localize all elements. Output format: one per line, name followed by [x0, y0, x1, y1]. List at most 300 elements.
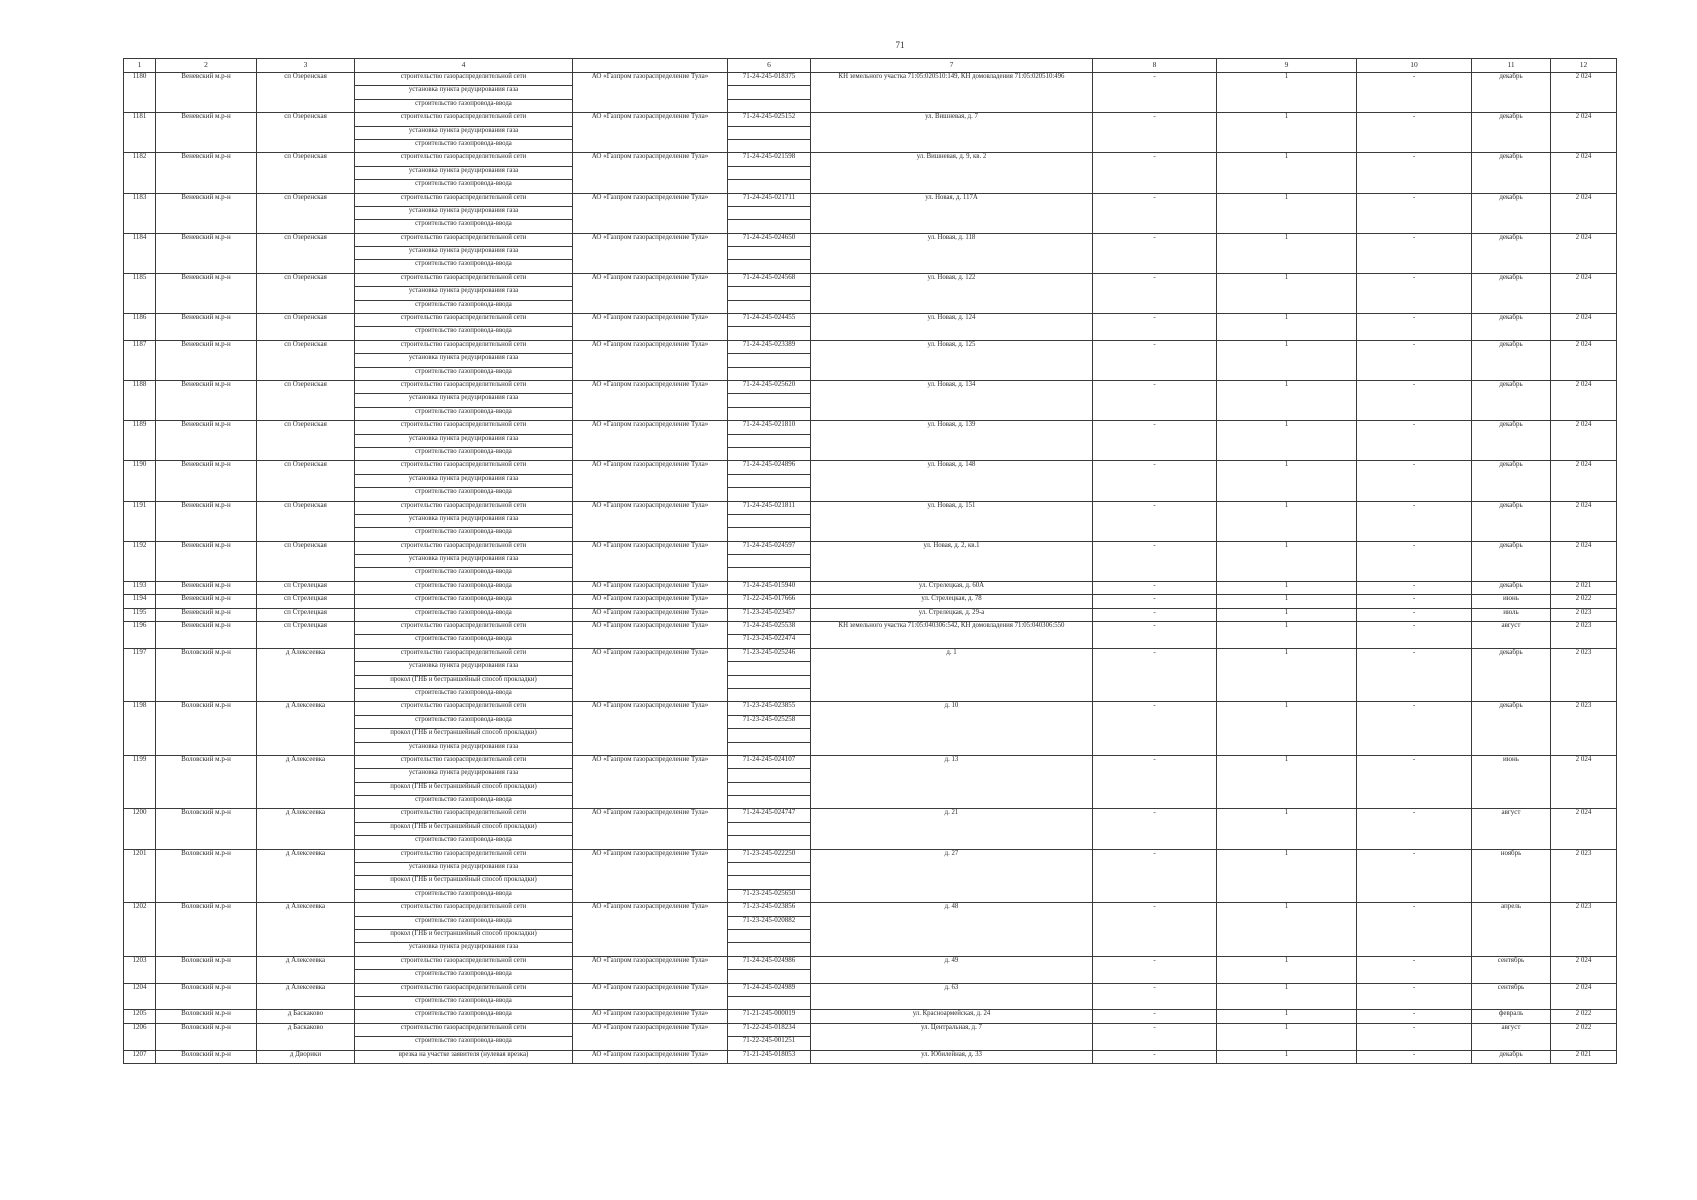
col9-cell: 1	[1217, 622, 1357, 649]
month-cell: декабрь	[1472, 340, 1551, 380]
col8-cell: -	[1093, 608, 1217, 621]
application-code-cell: 71-24-245-024896	[728, 461, 811, 474]
address-cell: д. 10	[811, 702, 1093, 756]
year-cell: 2 024	[1551, 314, 1617, 341]
table-row	[124, 755, 1617, 768]
settlement-cell: д Алексеевка	[257, 809, 355, 849]
application-code-cell: 71-21-245-000019	[728, 1010, 811, 1023]
address-cell: д. 48	[811, 903, 1093, 957]
work-type-cell: строительство газораспределительной сети	[355, 1023, 573, 1036]
settlement-cell: сп Озеренская	[257, 153, 355, 193]
year-cell: 2 024	[1551, 541, 1617, 581]
record-number: 1199	[124, 755, 156, 809]
application-code-cell: 71-23-245-020882	[728, 916, 811, 929]
record-number: 1200	[124, 809, 156, 849]
organization-cell: АО «Газпром газораспределение Тула»	[573, 340, 728, 380]
district-cell: Веневский м.р-н	[156, 340, 257, 380]
application-code-cell	[728, 206, 811, 219]
address-cell: ул. Новая, д. 118	[811, 233, 1093, 273]
col-header: 12	[1551, 59, 1617, 73]
work-type-cell: строительство газораспределительной сети	[355, 153, 573, 166]
work-type-cell: строительство газопровода-ввода	[355, 488, 573, 501]
district-cell: Веневский м.р-н	[156, 273, 257, 313]
settlement-cell: сп Стрелецкая	[257, 595, 355, 608]
col9-cell: 1	[1217, 380, 1357, 420]
col10-cell: -	[1357, 113, 1472, 153]
work-type-cell: установка пункта редуцирования газа	[355, 863, 573, 876]
application-code-cell: 71-24-245-024455	[728, 314, 811, 327]
work-type-cell: строительство газопровода-ввода	[355, 220, 573, 233]
record-number: 1194	[124, 595, 156, 608]
work-type-cell: строительство газопровода-ввода	[355, 568, 573, 581]
col9-cell: 1	[1217, 233, 1357, 273]
address-cell: д. 13	[811, 755, 1093, 809]
year-cell: 2 024	[1551, 233, 1617, 273]
address-cell: ул. Новая, д. 139	[811, 421, 1093, 461]
col8-cell: -	[1093, 380, 1217, 420]
col10-cell: -	[1357, 153, 1472, 193]
application-code-cell: 71-21-245-018053	[728, 1050, 811, 1063]
application-code-cell	[728, 688, 811, 701]
district-cell: Веневский м.р-н	[156, 595, 257, 608]
organization-cell: АО «Газпром газораспределение Тула»	[573, 233, 728, 273]
header-row	[124, 59, 1617, 73]
col9-cell: 1	[1217, 809, 1357, 849]
work-type-cell: строительство газораспределительной сети	[355, 541, 573, 554]
district-cell: Воловский м.р-н	[156, 956, 257, 983]
organization-cell: АО «Газпром газораспределение Тула»	[573, 595, 728, 608]
application-code-cell	[728, 796, 811, 809]
col10-cell: -	[1357, 380, 1472, 420]
col-header: 2	[156, 59, 257, 73]
year-cell: 2 024	[1551, 461, 1617, 501]
application-code-cell	[728, 447, 811, 460]
work-type-cell: установка пункта редуцирования газа	[355, 206, 573, 219]
col10-cell: -	[1357, 1023, 1472, 1050]
work-type-cell: установка пункта редуцирования газа	[355, 742, 573, 755]
application-code-cell	[728, 568, 811, 581]
application-code-cell: 71-24-245-024597	[728, 541, 811, 554]
year-cell: 2 021	[1551, 581, 1617, 594]
month-cell: декабрь	[1472, 113, 1551, 153]
col-header: 8	[1093, 59, 1217, 73]
col9-cell: 1	[1217, 501, 1357, 541]
application-code-cell	[728, 555, 811, 568]
month-cell: декабрь	[1472, 73, 1551, 113]
work-type-cell: строительство газопровода-ввода	[355, 1010, 573, 1023]
col9-cell: 1	[1217, 273, 1357, 313]
year-cell: 2 023	[1551, 608, 1617, 621]
settlement-cell: сп Озеренская	[257, 421, 355, 461]
month-cell: июнь	[1472, 755, 1551, 809]
work-type-cell: установка пункта редуцирования газа	[355, 943, 573, 956]
year-cell: 2 024	[1551, 273, 1617, 313]
organization-cell: АО «Газпром газораспределение Тула»	[573, 1010, 728, 1023]
application-code-cell: 71-23-245-022250	[728, 849, 811, 862]
col10-cell: -	[1357, 1010, 1472, 1023]
month-cell: декабрь	[1472, 648, 1551, 702]
work-type-cell: строительство газопровода-ввода	[355, 407, 573, 420]
work-type-cell: строительство газораспределительной сети	[355, 193, 573, 206]
col9-cell: 1	[1217, 755, 1357, 809]
organization-cell: АО «Газпром газораспределение Тула»	[573, 648, 728, 702]
col9-cell: 1	[1217, 461, 1357, 501]
month-cell: декабрь	[1472, 380, 1551, 420]
record-number: 1193	[124, 581, 156, 594]
work-type-cell: строительство газопровода-ввода	[355, 180, 573, 193]
application-code-cell	[728, 260, 811, 273]
organization-cell: АО «Газпром газораспределение Тула»	[573, 113, 728, 153]
application-code-cell	[728, 394, 811, 407]
col8-cell: -	[1093, 1010, 1217, 1023]
address-cell: ул. Новая, д. 134	[811, 380, 1093, 420]
organization-cell: АО «Газпром газораспределение Тула»	[573, 1023, 728, 1050]
district-cell: Веневский м.р-н	[156, 233, 257, 273]
work-type-cell: строительство газопровода-ввода	[355, 996, 573, 1009]
year-cell: 2 024	[1551, 193, 1617, 233]
district-cell: Воловский м.р-н	[156, 903, 257, 957]
work-type-cell: строительство газораспределительной сети	[355, 113, 573, 126]
col8-cell: -	[1093, 541, 1217, 581]
settlement-cell: сп Озеренская	[257, 193, 355, 233]
col8-cell: -	[1093, 849, 1217, 903]
record-number: 1189	[124, 421, 156, 461]
col8-cell: -	[1093, 421, 1217, 461]
month-cell: ноябрь	[1472, 849, 1551, 903]
year-cell: 2 024	[1551, 73, 1617, 113]
work-type-cell: установка пункта редуцирования газа	[355, 662, 573, 675]
organization-cell: АО «Газпром газораспределение Тула»	[573, 956, 728, 983]
col8-cell: -	[1093, 73, 1217, 113]
table-row	[124, 273, 1617, 286]
work-type-cell: установка пункта редуцирования газа	[355, 86, 573, 99]
application-code-cell: 71-22-245-001251	[728, 1037, 811, 1050]
col9-cell: 1	[1217, 153, 1357, 193]
settlement-cell: д Алексеевка	[257, 983, 355, 1010]
year-cell: 2 023	[1551, 903, 1617, 957]
settlement-cell: д Алексеевка	[257, 903, 355, 957]
application-code-cell	[728, 729, 811, 742]
record-number: 1195	[124, 608, 156, 621]
col8-cell: -	[1093, 153, 1217, 193]
organization-cell: АО «Газпром газораспределение Тула»	[573, 983, 728, 1010]
application-code-cell	[728, 822, 811, 835]
work-type-cell: строительство газопровода-ввода	[355, 889, 573, 902]
year-cell: 2 022	[1551, 1010, 1617, 1023]
col10-cell: -	[1357, 193, 1472, 233]
record-number: 1192	[124, 541, 156, 581]
settlement-cell: сп Озеренская	[257, 273, 355, 313]
district-cell: Воловский м.р-н	[156, 849, 257, 903]
work-type-cell: строительство газораспределительной сети	[355, 314, 573, 327]
col10-cell: -	[1357, 809, 1472, 849]
table-row	[124, 608, 1617, 621]
application-code-cell: 71-24-245-021811	[728, 501, 811, 514]
address-cell: ул. Стрелецкая, д. 29-а	[811, 608, 1093, 621]
work-type-cell: прокол (ГНБ и бестраншейный способ прокладки)	[355, 729, 573, 742]
settlement-cell: сп Озеренская	[257, 73, 355, 113]
application-code-cell: 71-23-245-023856	[728, 903, 811, 916]
month-cell: декабрь	[1472, 702, 1551, 756]
col10-cell: -	[1357, 73, 1472, 113]
organization-cell: АО «Газпром газораспределение Тула»	[573, 903, 728, 957]
address-cell: ул. Вишневая, д. 9, кв. 2	[811, 153, 1093, 193]
month-cell: декабрь	[1472, 581, 1551, 594]
application-code-cell: 71-23-245-025650	[728, 889, 811, 902]
month-cell: декабрь	[1472, 314, 1551, 341]
col8-cell: -	[1093, 809, 1217, 849]
work-type-cell: строительство газопровода-ввода	[355, 608, 573, 621]
table-row	[124, 380, 1617, 393]
district-cell: Воловский м.р-н	[156, 755, 257, 809]
col9-cell: 1	[1217, 1050, 1357, 1063]
work-type-cell: строительство газопровода-ввода	[355, 1037, 573, 1050]
application-code-cell	[728, 166, 811, 179]
work-type-cell: установка пункта редуцирования газа	[355, 247, 573, 260]
year-cell: 2 024	[1551, 380, 1617, 420]
settlement-cell: сп Озеренская	[257, 233, 355, 273]
application-code-cell	[728, 675, 811, 688]
col10-cell: -	[1357, 595, 1472, 608]
district-cell: Веневский м.р-н	[156, 113, 257, 153]
work-type-cell: врезка на участке заявителя (нулевая врезка)	[355, 1050, 573, 1063]
district-cell: Веневский м.р-н	[156, 622, 257, 649]
address-cell: ул. Стрелецкая, д. 60А	[811, 581, 1093, 594]
organization-cell: АО «Газпром газораспределение Тула»	[573, 849, 728, 903]
application-code-cell	[728, 943, 811, 956]
district-cell: Веневский м.р-н	[156, 73, 257, 113]
application-code-cell: 71-23-245-025246	[728, 648, 811, 661]
col10-cell: -	[1357, 702, 1472, 756]
application-code-cell: 71-24-245-024989	[728, 983, 811, 996]
year-cell: 2 024	[1551, 755, 1617, 809]
settlement-cell: д Алексеевка	[257, 648, 355, 702]
organization-cell: АО «Газпром газораспределение Тула»	[573, 73, 728, 113]
application-code-cell	[728, 769, 811, 782]
table-row	[124, 595, 1617, 608]
col8-cell: -	[1093, 314, 1217, 341]
work-type-cell: прокол (ГНБ и бестраншейный способ прокладки)	[355, 876, 573, 889]
application-code-cell	[728, 327, 811, 340]
col9-cell: 1	[1217, 113, 1357, 153]
month-cell: декабрь	[1472, 501, 1551, 541]
work-type-cell: строительство газораспределительной сети	[355, 340, 573, 353]
record-number: 1203	[124, 956, 156, 983]
work-type-cell: строительство газораспределительной сети	[355, 501, 573, 514]
col9-cell: 1	[1217, 581, 1357, 594]
table-row	[124, 73, 1617, 86]
work-type-cell: установка пункта редуцирования газа	[355, 514, 573, 527]
work-type-cell: установка пункта редуцирования газа	[355, 166, 573, 179]
month-cell: декабрь	[1472, 153, 1551, 193]
application-code-cell	[728, 474, 811, 487]
application-code-cell: 71-22-245-017666	[728, 595, 811, 608]
work-type-cell: установка пункта редуцирования газа	[355, 555, 573, 568]
col8-cell: -	[1093, 113, 1217, 153]
record-number: 1196	[124, 622, 156, 649]
col10-cell: -	[1357, 1050, 1472, 1063]
month-cell: июль	[1472, 608, 1551, 621]
district-cell: Веневский м.р-н	[156, 193, 257, 233]
work-type-cell: строительство газопровода-ввода	[355, 916, 573, 929]
application-code-cell	[728, 836, 811, 849]
application-code-cell	[728, 970, 811, 983]
settlement-cell: сп Стрелецкая	[257, 622, 355, 649]
application-code-cell	[728, 514, 811, 527]
district-cell: Веневский м.р-н	[156, 461, 257, 501]
col8-cell: -	[1093, 702, 1217, 756]
address-cell: КН земельного участка 71:05:020510:149, КН домовладения 71:05:020510:496	[811, 73, 1093, 113]
col8-cell: -	[1093, 983, 1217, 1010]
district-cell: Воловский м.р-н	[156, 1010, 257, 1023]
district-cell: Веневский м.р-н	[156, 581, 257, 594]
col9-cell: 1	[1217, 73, 1357, 113]
application-code-cell: 71-24-245-025152	[728, 113, 811, 126]
organization-cell: АО «Газпром газораспределение Тула»	[573, 314, 728, 341]
work-type-cell: установка пункта редуцирования газа	[355, 769, 573, 782]
col8-cell: -	[1093, 755, 1217, 809]
district-cell: Веневский м.р-н	[156, 314, 257, 341]
work-type-cell: строительство газопровода-ввода	[355, 367, 573, 380]
record-number: 1186	[124, 314, 156, 341]
work-type-cell: установка пункта редуцирования газа	[355, 394, 573, 407]
application-code-cell: 71-24-245-015940	[728, 581, 811, 594]
col9-cell: 1	[1217, 983, 1357, 1010]
table-row	[124, 903, 1617, 916]
table-row	[124, 421, 1617, 434]
col-header: 11	[1472, 59, 1551, 73]
application-code-cell	[728, 742, 811, 755]
application-code-cell	[728, 930, 811, 943]
month-cell: август	[1472, 809, 1551, 849]
col9-cell: 1	[1217, 903, 1357, 957]
record-number: 1190	[124, 461, 156, 501]
table-row	[124, 461, 1617, 474]
page-number: 71	[895, 40, 905, 50]
col8-cell: -	[1093, 501, 1217, 541]
application-code-cell: 71-22-245-018234	[728, 1023, 811, 1036]
record-number: 1205	[124, 1010, 156, 1023]
record-number: 1188	[124, 380, 156, 420]
col8-cell: -	[1093, 595, 1217, 608]
work-type-cell: установка пункта редуцирования газа	[355, 474, 573, 487]
col8-cell: -	[1093, 648, 1217, 702]
application-code-cell	[728, 782, 811, 795]
work-type-cell: строительство газораспределительной сети	[355, 849, 573, 862]
settlement-cell: сп Озеренская	[257, 501, 355, 541]
month-cell: апрель	[1472, 903, 1551, 957]
col8-cell: -	[1093, 903, 1217, 957]
col10-cell: -	[1357, 622, 1472, 649]
table-row	[124, 541, 1617, 554]
district-cell: Воловский м.р-н	[156, 809, 257, 849]
work-type-cell: строительство газораспределительной сети	[355, 755, 573, 768]
organization-cell: АО «Газпром газораспределение Тула»	[573, 501, 728, 541]
table-row	[124, 501, 1617, 514]
district-cell: Веневский м.р-н	[156, 541, 257, 581]
record-number: 1198	[124, 702, 156, 756]
month-cell: декабрь	[1472, 421, 1551, 461]
application-code-cell: 71-23-245-023457	[728, 608, 811, 621]
col9-cell: 1	[1217, 541, 1357, 581]
district-cell: Воловский м.р-н	[156, 648, 257, 702]
year-cell: 2 024	[1551, 421, 1617, 461]
application-code-cell: 71-23-245-023855	[728, 702, 811, 715]
col9-cell: 1	[1217, 956, 1357, 983]
district-cell: Веневский м.р-н	[156, 501, 257, 541]
col10-cell: -	[1357, 461, 1472, 501]
work-type-cell: прокол (ГНБ и бестраншейный способ прокладки)	[355, 782, 573, 795]
col8-cell: -	[1093, 622, 1217, 649]
month-cell: февраль	[1472, 1010, 1551, 1023]
settlement-cell: сп Стрелецкая	[257, 608, 355, 621]
work-type-cell: прокол (ГНБ и бестраншейный способ прокладки)	[355, 675, 573, 688]
year-cell: 2 022	[1551, 1023, 1617, 1050]
month-cell: декабрь	[1472, 461, 1551, 501]
work-type-cell: строительство газораспределительной сети	[355, 233, 573, 246]
table-row	[124, 983, 1617, 996]
month-cell: август	[1472, 1023, 1551, 1050]
record-number: 1191	[124, 501, 156, 541]
year-cell: 2 024	[1551, 340, 1617, 380]
col8-cell: -	[1093, 273, 1217, 313]
application-code-cell: 71-24-245-025620	[728, 380, 811, 393]
col8-cell: -	[1093, 1050, 1217, 1063]
col-header: 3	[257, 59, 355, 73]
month-cell: сентябрь	[1472, 983, 1551, 1010]
work-type-cell: строительство газораспределительной сети	[355, 380, 573, 393]
col9-cell: 1	[1217, 1023, 1357, 1050]
col8-cell: -	[1093, 461, 1217, 501]
col-header	[573, 59, 728, 73]
work-type-cell: строительство газораспределительной сети	[355, 648, 573, 661]
record-number: 1182	[124, 153, 156, 193]
application-code-cell: 71-24-245-021711	[728, 193, 811, 206]
organization-cell: АО «Газпром газораспределение Тула»	[573, 581, 728, 594]
table-row	[124, 956, 1617, 969]
year-cell: 2 021	[1551, 1050, 1617, 1063]
year-cell: 2 024	[1551, 501, 1617, 541]
work-type-cell: строительство газопровода-ввода	[355, 581, 573, 594]
col-header: 7	[811, 59, 1093, 73]
application-code-cell	[728, 407, 811, 420]
application-code-cell	[728, 996, 811, 1009]
col8-cell: -	[1093, 581, 1217, 594]
application-code-cell	[728, 99, 811, 112]
work-type-cell: строительство газораспределительной сети	[355, 421, 573, 434]
record-number: 1183	[124, 193, 156, 233]
application-code-cell: 71-24-245-025538	[728, 622, 811, 635]
address-cell: ул. Новая, д. 151	[811, 501, 1093, 541]
application-code-cell: 71-24-245-024747	[728, 809, 811, 822]
settlement-cell: сп Озеренская	[257, 113, 355, 153]
application-code-cell: 71-24-245-024568	[728, 273, 811, 286]
table-row	[124, 581, 1617, 594]
col10-cell: -	[1357, 233, 1472, 273]
col10-cell: -	[1357, 501, 1472, 541]
col10-cell: -	[1357, 956, 1472, 983]
address-cell: ул. Вишневая, д. 7	[811, 113, 1093, 153]
application-code-cell: 71-24-245-024107	[728, 755, 811, 768]
application-code-cell	[728, 139, 811, 152]
district-cell: Веневский м.р-н	[156, 380, 257, 420]
application-code-cell: 71-24-245-023389	[728, 340, 811, 353]
settlement-cell: д Алексеевка	[257, 702, 355, 756]
work-type-cell: строительство газораспределительной сети	[355, 73, 573, 86]
table-row	[124, 340, 1617, 353]
col10-cell: -	[1357, 903, 1472, 957]
work-type-cell: строительство газопровода-ввода	[355, 260, 573, 273]
